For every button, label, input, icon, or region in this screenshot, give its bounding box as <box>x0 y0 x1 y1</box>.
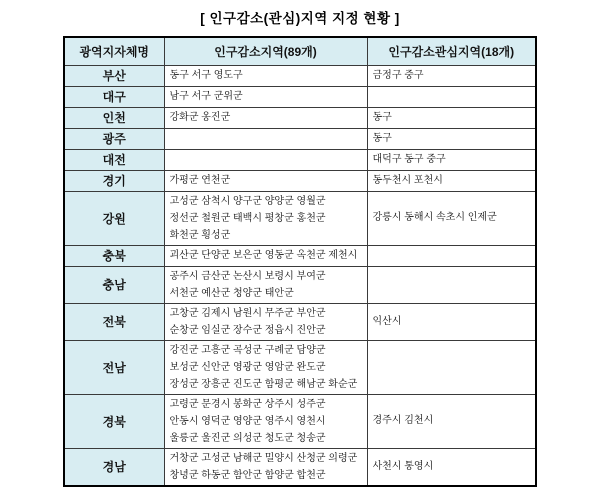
col-header-province: 광역지자체명 <box>64 37 164 65</box>
table-row <box>64 86 536 107</box>
region-name: 강원 <box>64 191 164 245</box>
area-list-line: 창녕군 하동군 함안군 함양군 합천군 <box>169 469 326 481</box>
area-list-line: 강화군 옹진군 <box>169 111 231 123</box>
interest-areas-cell <box>367 303 536 340</box>
region-name: 경북 <box>64 394 164 448</box>
area-list-line: 서천군 예산군 청양군 태안군 <box>169 287 294 299</box>
area-list-line: 안동시 영덕군 영양군 영주시 영천시 <box>169 415 326 427</box>
table-row <box>64 340 536 394</box>
interest-areas-cell <box>367 128 536 149</box>
interest-areas-cell <box>367 245 536 266</box>
region-name: 충남 <box>64 266 164 303</box>
interest-areas-cell <box>367 266 536 303</box>
region-name: 전북 <box>64 303 164 340</box>
area-list-line: 동구 <box>372 111 392 123</box>
table-row <box>64 266 536 303</box>
area-list-line: 사천시 통영시 <box>372 460 434 472</box>
area-list-line: 고창군 김제시 남원시 무주군 부안군 <box>169 307 326 319</box>
area-list-line: 동두천시 포천시 <box>372 174 443 186</box>
decline-areas-cell <box>164 86 367 107</box>
col-header-decline-areas: 인구감소지역(89개) <box>164 37 367 65</box>
area-list-line: 보성군 신안군 영광군 영암군 완도군 <box>169 361 326 373</box>
area-list-line: 금정구 중구 <box>372 69 424 81</box>
region-name: 경기 <box>64 170 164 191</box>
interest-areas-cell <box>367 340 536 394</box>
interest-areas-cell <box>367 170 536 191</box>
designation-table <box>63 36 537 487</box>
region-name: 광주 <box>64 128 164 149</box>
decline-areas-cell <box>164 448 367 486</box>
region-name: 충북 <box>64 245 164 266</box>
interest-areas-cell <box>367 149 536 170</box>
region-name: 대구 <box>64 86 164 107</box>
area-list-line: 가평군 연천군 <box>169 174 231 186</box>
table-row <box>64 448 536 486</box>
table-row <box>64 170 536 191</box>
region-name: 대전 <box>64 149 164 170</box>
area-list-line: 정선군 철원군 태백시 평창군 홍천군 <box>169 212 326 224</box>
table-row <box>64 149 536 170</box>
page-title: [ 인구감소(관심)지역 지정 현황 ] <box>200 11 400 26</box>
table-body <box>64 65 536 486</box>
area-list-line: 괴산군 단양군 보은군 영동군 옥천군 제천시 <box>169 249 358 261</box>
area-list-line: 울릉군 울진군 의성군 청도군 청송군 <box>169 432 326 444</box>
decline-areas-cell <box>164 65 367 86</box>
header-row <box>64 37 536 65</box>
region-name: 부산 <box>64 65 164 86</box>
decline-areas-cell <box>164 266 367 303</box>
decline-areas-cell <box>164 149 367 170</box>
decline-areas-cell <box>164 245 367 266</box>
region-name: 인천 <box>64 107 164 128</box>
area-list-line: 경주시 김천시 <box>372 415 434 426</box>
area-list-line: 대덕구 동구 중구 <box>372 153 446 165</box>
area-list-line: 순창군 임실군 장수군 정읍시 진안군 <box>169 324 326 336</box>
table-row <box>64 303 536 340</box>
interest-areas-cell <box>367 394 536 448</box>
interest-areas-cell <box>367 65 536 86</box>
table-row <box>64 128 536 149</box>
area-list-line: 남구 서구 군위군 <box>169 90 243 102</box>
decline-areas-cell <box>164 170 367 191</box>
area-list-line: 화천군 횡성군 <box>169 229 231 241</box>
interest-areas-cell <box>367 191 536 245</box>
area-list-line: 거창군 고성군 남해군 밀양시 산청군 의령군 <box>169 452 358 464</box>
area-list-line: 공주시 금산군 논산시 보령시 부여군 <box>169 270 326 282</box>
area-list-line: 강진군 고흥군 곡성군 구례군 담양군 <box>169 344 326 356</box>
region-name: 경남 <box>64 448 164 486</box>
table-row <box>64 65 536 86</box>
decline-areas-cell <box>164 107 367 128</box>
decline-areas-cell <box>164 128 367 149</box>
decline-areas-cell <box>164 394 367 448</box>
area-list-line: 동구 <box>372 132 392 144</box>
area-list-line: 강릉시 동해시 속초시 인제군 <box>372 212 497 223</box>
area-list-line: 익산시 <box>372 315 402 327</box>
table-row <box>64 191 536 245</box>
area-list-line: 장성군 장흥군 진도군 함평군 해남군 화순군 <box>169 378 358 390</box>
area-list-line: 고령군 문경시 봉화군 상주시 성주군 <box>169 398 326 410</box>
decline-areas-cell <box>164 340 367 394</box>
interest-areas-cell <box>367 107 536 128</box>
table-row <box>64 394 536 448</box>
interest-areas-cell <box>367 86 536 107</box>
region-name: 전남 <box>64 340 164 394</box>
area-list-line: 고성군 삼척시 양구군 양양군 영월군 <box>169 195 326 207</box>
decline-areas-cell <box>164 303 367 340</box>
decline-areas-cell <box>164 191 367 245</box>
table-row <box>64 245 536 266</box>
interest-areas-cell <box>367 448 536 486</box>
col-header-interest-areas: 인구감소관심지역(18개) <box>367 37 536 65</box>
area-list-line: 동구 서구 영도구 <box>169 69 243 81</box>
table-row <box>64 107 536 128</box>
